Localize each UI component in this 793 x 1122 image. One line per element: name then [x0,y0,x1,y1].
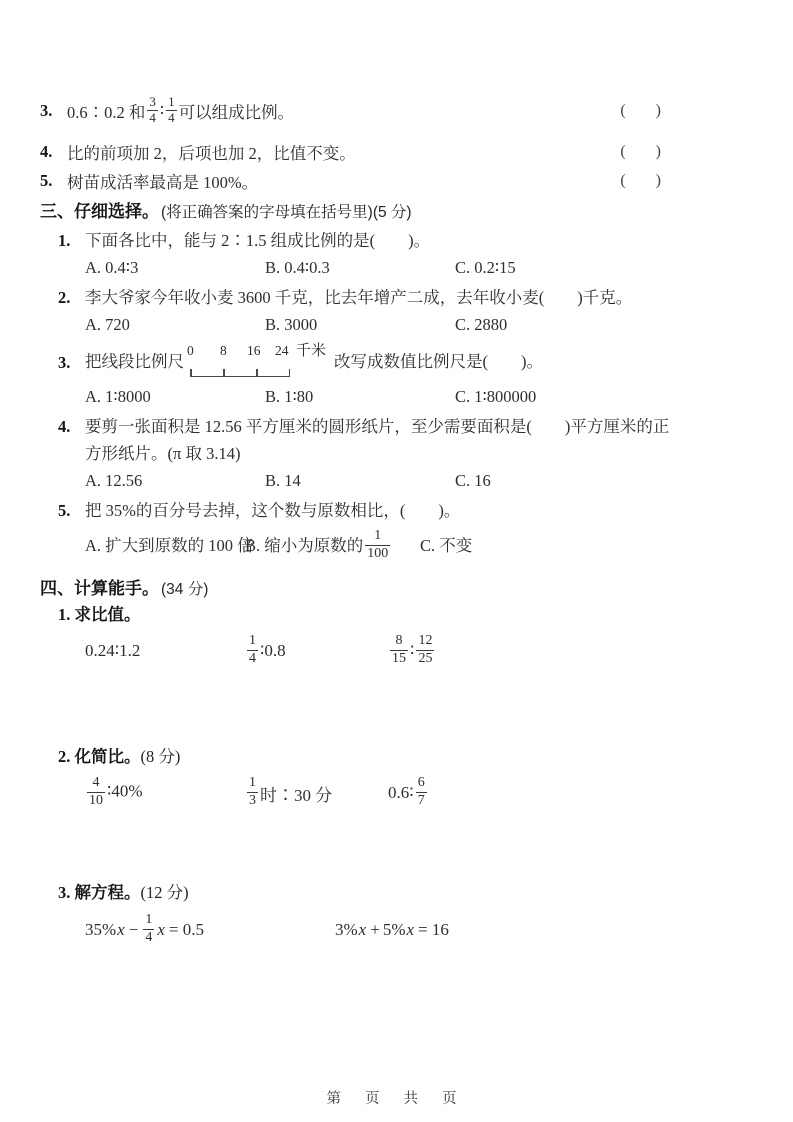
section-header-4 [40,576,723,602]
options-row [40,311,723,339]
question-number: 4. [40,141,53,161]
option-b: B. 0.4∶0.3 [265,258,330,277]
choice-question-2 [40,284,723,311]
fraction: $\frac{1}{100}$ [367,528,389,561]
option-b: B. 1∶80 [265,387,314,406]
question-text: 李大爷家今年收小麦 3600 千克，比去年增产二成，去年收小麦( )千克。 [85,288,633,307]
options-row [40,383,723,411]
section-header-3 [40,199,723,225]
ratio-expressions-row [40,628,723,674]
option-c: C. 不变 [420,536,473,555]
section-title: 四、计算能手。 [40,579,159,598]
ratio-expression: $\frac{8}{15}$ ∶ $\frac{12}{25}$ [392,633,433,666]
option-a: A. 0.4∶3 [85,258,139,277]
question-text: 把 35%的百分号去掉，这个数与原数相比，( )。 [85,501,461,520]
question-number: 4. [58,417,71,436]
judge-question-4 [40,139,723,164]
question-number: 3. [58,352,71,372]
equations-row [40,906,723,954]
question-text: 树苗成活率最高是 100%。 [67,172,259,192]
question-number: 3. [40,101,53,120]
calc-sub-label-2: 2. 化简比。(8 分) [58,747,181,766]
section-subtitle: (将正确答案的字母填在括号里)(5 分) [161,204,412,221]
option-b: B. 3000 [265,315,318,334]
ratio-expression: 0.24∶1.2 [85,641,141,660]
scale-label: 16 [247,343,261,358]
choice-question-5 [40,497,723,524]
question-number: 5. [40,170,53,190]
ratio-expressions-row [40,770,723,816]
ratio-colon: ∶ [159,101,165,120]
choice-question-4 [40,413,723,467]
option-a: A. 12.56 [85,471,143,490]
option-c: C. 2880 [455,315,508,334]
question-text: 0.6∶0.2 和 [67,103,146,122]
options-row [40,254,723,282]
question-text: 要剪一张面积是 12.56 平方厘米的圆形纸片，至少需要面积是( )平方厘米的正 方形纸片。(π 取 3.14) [85,417,670,463]
fraction: $\frac{1}{4}$ [145,912,153,945]
option-c: C. 16 [455,471,491,490]
scale-label: 8 [220,343,227,358]
fraction: $\frac{8}{15}$ [392,633,406,666]
calc-sub-label-3: 3. 解方程。(12 分) [58,883,189,902]
ratio-expression: 0.6∶ $\frac{6}{7}$ [388,775,425,808]
fraction: $\frac{1}{3}$ [249,775,256,808]
question-number: 1. [58,231,71,250]
scale-unit: 千米 [296,343,327,359]
page-footer: 第 页 共 页 [326,1091,467,1107]
ratio-expression: $\frac{4}{10}$ ∶40% [89,775,143,808]
linear-scale-bar [187,343,327,380]
fraction: $\frac{3}{4}$ [149,93,156,125]
question-number: 2. [58,288,71,307]
option-a: A. 720 [85,315,130,334]
question-text: 把线段比例尺 0 8 16 24 千米 改写成数值比例尺是( )。 [85,344,723,380]
scale-label: 0 [187,343,194,358]
options-row [40,467,723,495]
question-number: 5. [58,501,71,520]
section-title: 三、仔细选择。 [40,202,159,221]
answer-bracket: ( ) [620,102,661,119]
answer-bracket: ( ) [620,142,661,160]
question-text: 下面各比中，能与 2∶1.5 组成比例的是( )。 [85,231,431,250]
plus-operator: + [370,920,380,939]
options-row [40,524,723,568]
option-b: B. 缩小为原数的 $\frac{1}{100}$ [245,528,389,561]
calc-sub-label-1: 1. 求比值。 [58,605,141,624]
judge-question-5 [40,168,723,193]
option-a: A. 1∶8000 [85,387,151,406]
judge-question-3 [40,88,723,134]
choice-question-3 [40,341,723,383]
answer-bracket: ( ) [620,171,661,189]
ratio-expression: $\frac{1}{3}$ 时∶30 分 [249,775,333,808]
option-c: C. 0.2∶15 [455,258,516,277]
scale-line [190,369,290,377]
fraction: $\frac{1}{4}$ [249,633,256,666]
minus-operator: − [128,920,139,939]
question-text: 可以组成比例。 [178,103,295,122]
fraction: $\frac{4}{10}$ [89,775,103,808]
question-text: 比的前项加 2，后项也加 2，比值不变。 [67,143,356,163]
fraction: $\frac{6}{7}$ [417,775,425,808]
fraction: $\frac{12}{25}$ [418,633,433,666]
option-b: B. 14 [265,471,301,490]
scale-label: 24 [275,343,289,358]
option-c: C. 1∶800000 [455,387,537,406]
ratio-expression: $\frac{1}{4}$ ∶0.8 [249,633,286,666]
fraction: $\frac{1}{4}$ [168,93,175,125]
option-a: A. 扩大到原数的 100 倍 [85,536,254,555]
equation: 3% x + 5% x = 16 [335,920,449,939]
choice-question-1 [40,227,723,254]
equation: 35% x − $\frac{1}{4}$ x = 0.5 [85,912,204,945]
section-points: (34 分) [161,581,209,598]
